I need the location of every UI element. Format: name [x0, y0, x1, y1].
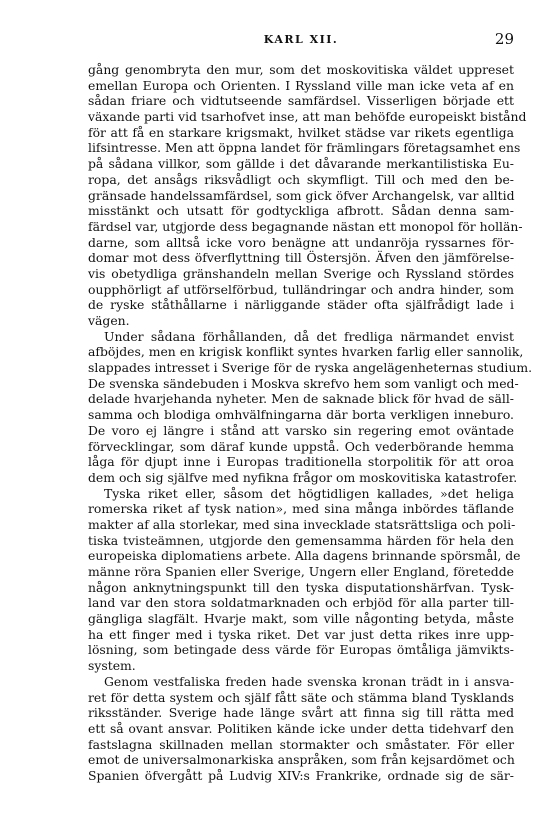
- text-line: fastslagna skillnaden mellan stormakter och småstater. För eller: [88, 736, 514, 752]
- text-line: ropa, det ansågs riksvådligt och skymfligt. Till och med den be-: [88, 171, 514, 187]
- text-line: dem och sig själfve med nyfikna frågor om moskovitiska katastrofer.: [88, 469, 518, 485]
- text-line: någon anknytningspunkt till den tyska disputationshärfvan. Tysk-: [88, 579, 514, 595]
- paragraph: [88, 62, 527, 329]
- text-line: Under sådana förhållanden, då det fredliga närmandet envist: [104, 328, 514, 344]
- text-line: låga för djupt inne i Europas traditionella storpolitik för att oroa: [88, 454, 514, 470]
- text-line: samma och blodiga omhvälfningarna där borta verkligen inneburo.: [88, 407, 514, 423]
- text-line: lösning, som betingade dess värde för Europas ömtåliga jämvikts-: [88, 642, 514, 658]
- text-line: de ryske ståthållarne i närliggande städer ofta själfrådigt lade i: [88, 297, 514, 313]
- text-line: männe röra Spanien eller Sverige, Ungern eller England, företedde: [88, 564, 514, 579]
- text-line: Tyska riket eller, såsom det högtidligen kallades, »det heliga: [104, 485, 514, 501]
- text-line: oupphörligt af utförselförbud, tulländringar och andra hinder, som: [88, 281, 514, 297]
- text-line: land var den stora soldatmarknaden och erbjöd för alla parter till-: [88, 595, 514, 611]
- page-number: 29: [494, 30, 514, 48]
- text-line: växande parti vid tsarhofvet inse, att man behöfde europeiskt bistånd: [88, 109, 527, 125]
- text-line: riksständer. Sverige hade länge svårt att finna sig till rätta med: [88, 705, 514, 721]
- text-line: misstänkt och utsatt för godtyckliga afbrott. Sådan denna sam-: [88, 203, 514, 219]
- body-text: [88, 62, 533, 784]
- page-header: [88, 30, 514, 53]
- text-line: för att få en starkare krigsmakt, hvilket städse var rikets egentliga: [88, 124, 514, 140]
- text-line: europeiska diplomatiens arbete. Alla dagens brinnande spörsmål, de: [88, 548, 521, 564]
- text-line: delade hvarjehanda nyheter. Men de saknade blick för hvad de säll-: [88, 391, 514, 407]
- text-line: emot de universalmonarkiska anspråken, som från kejsardömet och: [88, 752, 515, 768]
- text-line: afböjdes, men en krigisk konflikt syntes hvarken farlig eller sannolik,: [88, 344, 524, 360]
- text-line: ret för detta system och själf fått säte och stämma bland Tysklands: [88, 689, 514, 705]
- text-line: sådan friare och vidtutseende samfärdsel. Visserligen började ett: [88, 93, 514, 109]
- text-line: domar mot dess öfverflyttning till Östersjön. Äfven den jämförelse-: [88, 250, 514, 266]
- text-line: makter af alla storlekar, med sina invecklade statsrättsliga och poli-: [88, 516, 516, 532]
- text-line: emellan Europa och Orienten. I Ryssland ville man icke veta af en: [88, 77, 514, 93]
- text-line: gång genombryta den mur, som det moskovitiska väldet uppreset: [88, 62, 514, 77]
- text-line: romerska riket af tysk nation», med sina många inbördes täflande: [88, 501, 514, 517]
- text-line: på sådana villkor, som gällde i det dåvarande merkantilistiska Eu-: [88, 156, 514, 172]
- text-line: slappades intresset i Sverige för de ryska angelägenheternas studium.: [88, 360, 533, 376]
- text-line: gängliga slagfält. Hvarje makt, som ville någonting betyda, måste: [88, 611, 514, 627]
- paragraph: [88, 674, 514, 784]
- text-line: De voro ej längre i stånd att varsko sin regering emot oväntade: [88, 422, 514, 438]
- paragraph: [88, 328, 533, 486]
- text-line: lifsintresse. Men att öppna landet för främlingars företagsamhet ens: [88, 140, 521, 156]
- text-line: gränsade handelssamfärdsel, som gick öfver Archangelsk, var alltid: [88, 187, 515, 203]
- text-line: förvecklingar, som däraf kunde uppstå. Och vederbörande hemma: [88, 438, 514, 454]
- paragraph: [88, 485, 521, 674]
- text-line: Spanien öfvergått på Ludvig XIV:s Frankrike, ordnade sig de sär-: [88, 767, 514, 783]
- text-line: Genom vestfaliska freden hade svenska kronan trädt in i ansva-: [104, 673, 514, 689]
- text-line: De svenska sändebuden i Moskva skrefvo hem som vanligt och med-: [88, 375, 519, 391]
- text-line: darne, som alltså icke voro benägne att undanröja ryssarnes för-: [88, 234, 514, 250]
- text-line: färdsel var, utgjorde dess begagnande nästan ett monopol för hollän-: [88, 218, 523, 234]
- text-line: system.: [88, 658, 136, 674]
- text-line: vis obetydliga gränshandeln mellan Sverige och Ryssland stördes: [88, 265, 514, 281]
- running-title: KARL XII.: [263, 33, 339, 46]
- text-line: ha ett finger med i tyska riket. Det var just detta rikes inre upp-: [88, 626, 514, 642]
- text-line: tiska tvisteämnen, utgjorde den gemensamma härden för hela den: [88, 532, 514, 548]
- text-line: vägen.: [88, 313, 130, 328]
- text-line: ett så ovant ansvar. Politiken kände icke under detta tidehvarf den: [88, 720, 514, 736]
